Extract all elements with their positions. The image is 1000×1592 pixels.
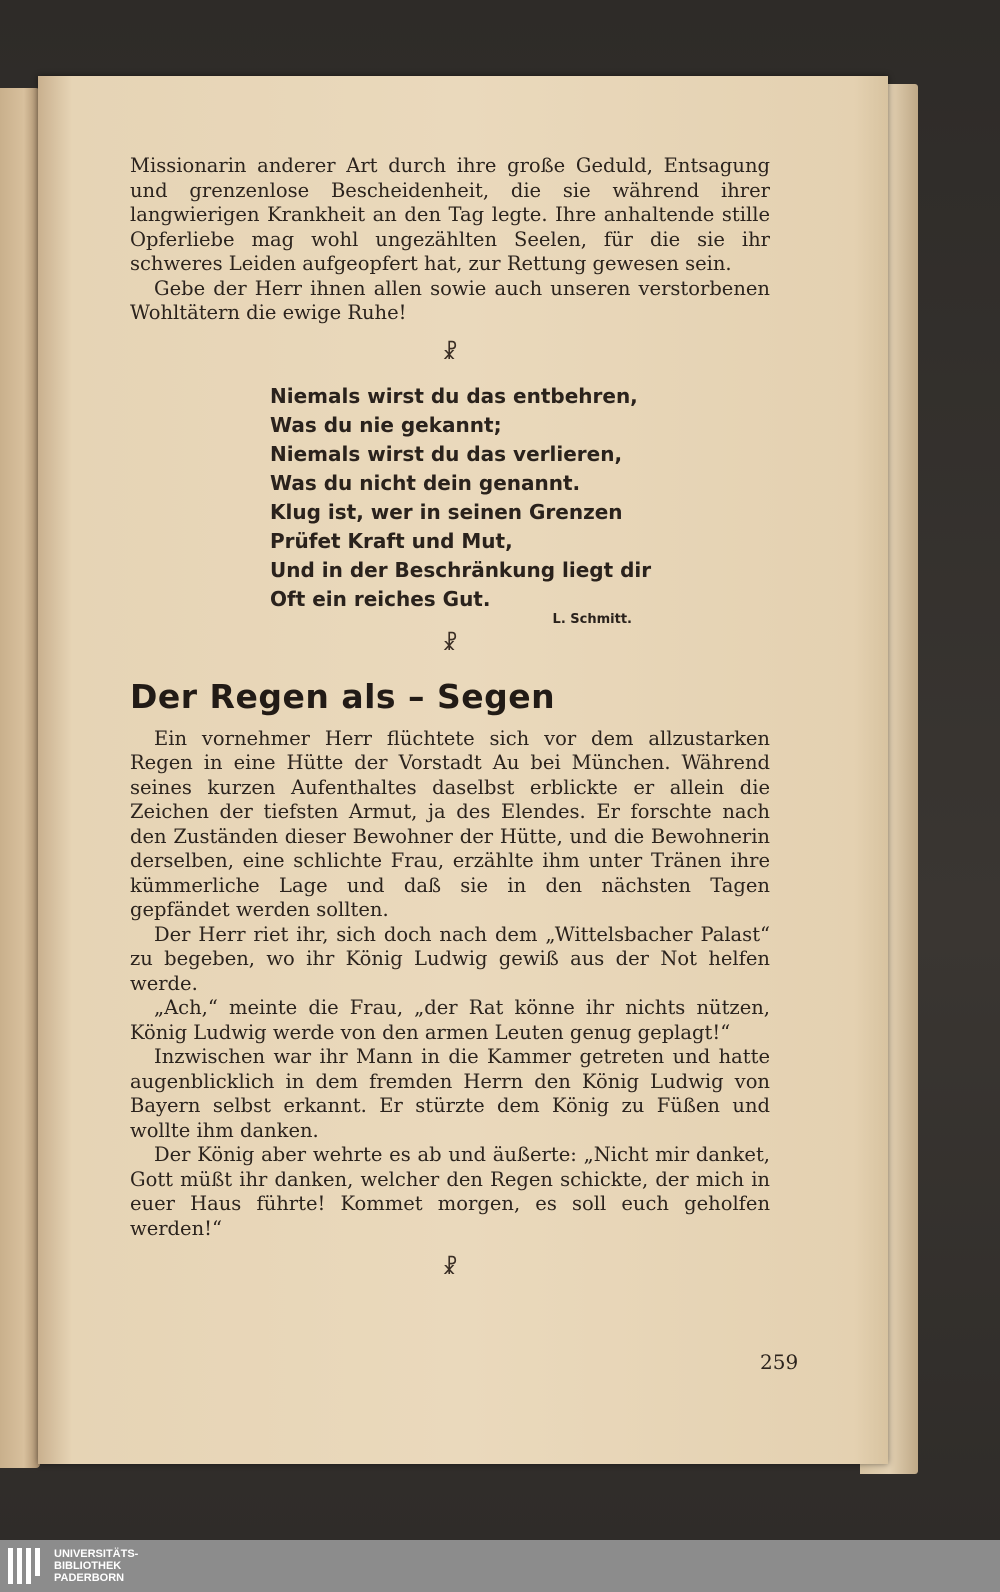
library-logo-icon xyxy=(8,1548,48,1584)
page-number: 259 xyxy=(760,1350,799,1374)
poem-line: Niemals wirst du das entbehren, xyxy=(270,383,638,408)
facing-page-edge xyxy=(0,88,40,1468)
story-title: Der Regen als – Segen xyxy=(130,676,556,716)
library-footer-bar xyxy=(0,1540,1000,1592)
poem-attribution: L. Schmitt. xyxy=(552,611,632,627)
section-ornament-1: ☧ xyxy=(442,339,458,364)
story-paragraph: Der König aber wehrte es ab und äußerte: „Nicht mir danket, Gott müßt ihr danken, welcher den Regen schickte, der mich in euer Haus führte! Kommet morgen, es soll euch geholfen werden!“ xyxy=(130,1143,770,1240)
story-paragraph: „Ach,“ meinte die Frau, „der Rat könne ihr nichts nützen, König Ludwig werde von den armen Leuten genug geplagt!“ xyxy=(130,996,770,1044)
library-logo-text: UNIVERSITÄTS- BIBLIOTHEK PADERBORN xyxy=(54,1548,139,1584)
section-ornament-2: ☧ xyxy=(442,630,458,655)
poem xyxy=(270,382,770,614)
opening-paragraph-1: Missionarin anderer Art durch ihre große Geduld, Entsagung und grenzenlose Bescheidenheit, die sie während ihrer langwierigen Krankheit an den Tag legte. Ihre anhaltende stille Opferliebe mag wohl ungezählten Seelen, für die sie ihr schweres Leiden aufgeopfert hat, zur Rettung gewesen sein. xyxy=(130,154,770,275)
poem-line: Oft ein reiches Gut. xyxy=(270,586,491,611)
opening-paragraph-2: Gebe der Herr ihnen allen sowie auch unseren verstorbenen Wohltätern die ewige Ruhe! xyxy=(130,276,770,324)
poem-line: Klug ist, wer in seinen Grenzen xyxy=(270,499,623,524)
poem-line: Prüfet Kraft und Mut, xyxy=(270,528,513,553)
book-page xyxy=(38,76,888,1464)
poem-line: Niemals wirst du das verlieren, xyxy=(270,441,623,466)
page-content xyxy=(130,154,770,1279)
story-paragraph: Der Herr riet ihr, sich doch nach dem „Wittelsbacher Palast“ zu begeben, wo ihr König Ludwig gewiß aus der Not helfen werde. xyxy=(130,922,770,995)
section-ornament-3: ☧ xyxy=(442,1255,458,1279)
story-paragraph: Inzwischen war ihr Mann in die Kammer getreten und hatte augenblicklich in dem fremden Herrn den König Ludwig von Bayern selbst erkannt. Er stürzte dem König zu Füßen und wollte ihm danken. xyxy=(130,1045,770,1142)
story-paragraph: Ein vornehmer Herr flüchtete sich vor dem allzustarken Regen in eine Hütte der Vorstadt Au bei München. Während seines kurzen Aufenthaltes daselbst erblickte er allein die Zeichen der tiefsten Armut, ja des Elendes. Er forschte nach den Zuständen dieser Bewohner der Hütte, und die Bewohnerin derselben, eine schlichte Frau, erzählte ihm unter Tränen ihre kümmerliche Lage und daß sie in den nächsten Tagen gepfändet werden sollten. xyxy=(130,726,770,921)
poem-line: Was du nie gekannt; xyxy=(270,412,502,437)
poem-line: Was du nicht dein genannt. xyxy=(270,470,581,495)
poem-line: Und in der Beschränkung liegt dir xyxy=(270,557,652,582)
